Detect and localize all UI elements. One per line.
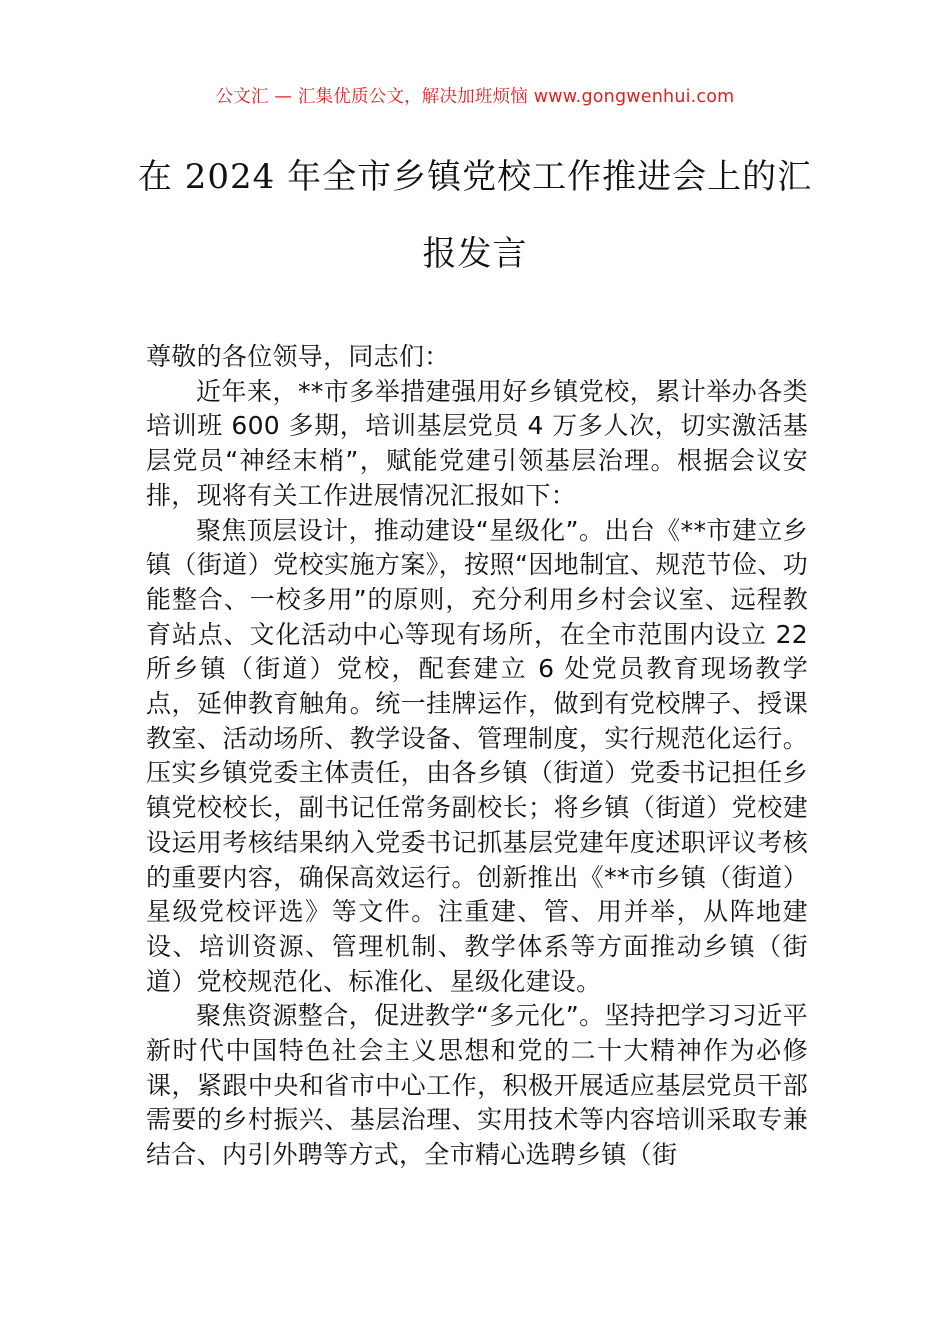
salutation: 尊敬的各位领导，同志们： xyxy=(146,342,450,371)
site-header-banner: 公文汇 — 汇集优质公文，解决加班烦恼 www.gongwenhui.com xyxy=(215,87,735,107)
title-line-1: 在 2024 年全市乡镇党校工作推进会上的汇 xyxy=(137,157,813,197)
document-body xyxy=(146,340,808,1173)
title-line-2: 报发言 xyxy=(422,234,528,274)
document-title xyxy=(60,150,890,281)
paragraph-top-level-design: 聚焦顶层设计，推动建设“星级化”。出台《**市建立乡镇（街道）党校实施方案》，按照“因地制宜、规范节俭、功能整合、一校多用”的原则，充分利用乡村会议室、远程教育站点、文化活动中心等现有场所，在全市范围内设立 22 所乡镇（街道）党校，配套建立 6 处党员教育现场教学点，延伸教育触角。统一挂牌运作，做到有党校牌子、授课教室、活动场所、教学设备、管理制度，实行规范化运行。压实乡镇党委主体责任，由各乡镇（街道）党委书记担任乡镇党校校长，副书记任常务副校长；将乡镇（街道）党校建设运用考核结果纳入党委书记抓基层党建年度述职评议考核的重要内容，确保高效运行。创新推出《**市乡镇（街道）星级党校评选》等文件。注重建、管、用并举，从阵地建设、培训资源、管理机制、教学体系等方面推动乡镇（街道）党校规范化、标准化、星级化建设。 xyxy=(146,515,808,996)
paragraph-intro: 近年来，**市多举措建强用好乡镇党校，累计举办各类培训班 600 多期，培训基层党员 4 万多人次，切实激活基层党员“神经末梢”，赋能党建引领基层治理。根据会议安排，现将有关工作进展情况汇报如下： xyxy=(146,376,808,510)
paragraph-resource-integration: 聚焦资源整合，促进教学“多元化”。坚持把学习习近平新时代中国特色社会主义思想和党的二十大精神作为必修课，紧跟中央和省市中心工作，积极开展适应基层党员干部需要的乡村振兴、基层治理、实用技术等内容培训采取专兼结合、内引外聘等方式，全市精心选聘乡镇（街 xyxy=(146,1001,808,1170)
